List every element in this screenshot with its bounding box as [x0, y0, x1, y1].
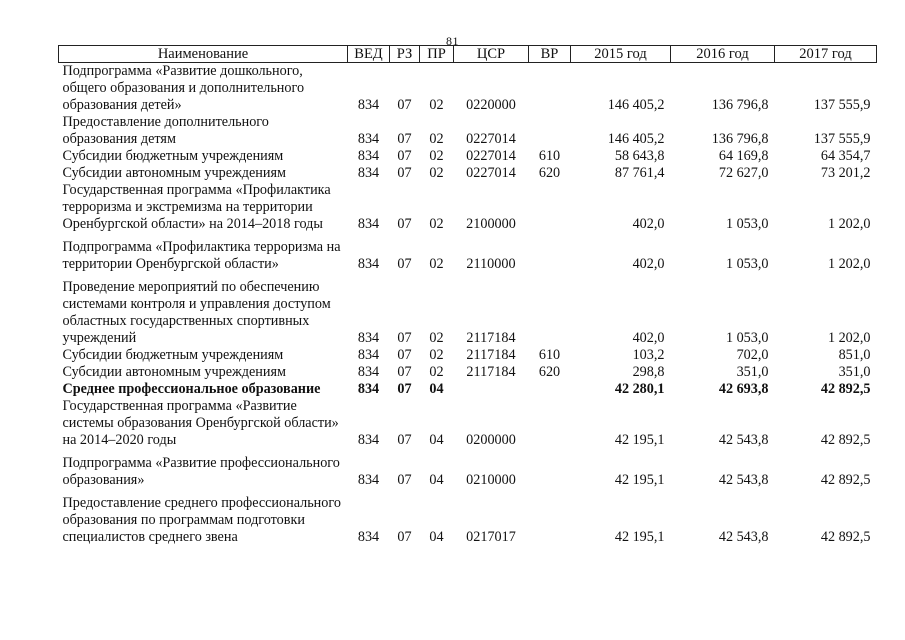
row-csr: 0227014	[466, 131, 516, 147]
row-2017: 42 892,5	[820, 529, 871, 545]
row-name: Среднее профессиональное образование	[62, 381, 321, 397]
header-vr: ВР	[529, 46, 571, 63]
row-rz: 07	[397, 216, 412, 232]
header-2017: 2017 год	[775, 46, 877, 63]
row-vr	[529, 182, 571, 233]
row-name: Государственная программа «Развитие системы образования Оренбургской области» на 2014–2020 годы	[62, 398, 339, 448]
table-row	[59, 489, 877, 546]
page-number: 81	[446, 34, 459, 48]
table-row	[59, 364, 877, 381]
row-name: Субсидии бюджетным учреждениям	[62, 347, 284, 363]
row-pr: 04	[429, 432, 444, 448]
row-ved: 834	[357, 381, 380, 397]
row-2015: 402,0	[632, 330, 665, 346]
row-rz: 07	[397, 148, 412, 164]
row-2017: 42 892,5	[820, 432, 871, 448]
row-2016: 1 053,0	[725, 216, 769, 232]
table-row	[59, 273, 877, 347]
row-vr	[529, 449, 571, 489]
row-2017: 1 202,0	[827, 216, 871, 232]
row-pr: 02	[429, 216, 444, 232]
row-2017: 351,0	[838, 364, 871, 380]
row-ved: 834	[357, 529, 380, 545]
row-ved: 834	[357, 432, 380, 448]
row-name: Субсидии бюджетным учреждениям	[62, 148, 284, 164]
row-csr: 2110000	[466, 256, 516, 272]
row-name: Предоставление среднего профессионального образования по программам подготовки специалистов среднего звена	[62, 495, 341, 545]
row-vr	[529, 489, 571, 546]
row-vr	[529, 63, 571, 115]
header-pr: ПР	[420, 46, 454, 63]
row-name: Проведение мероприятий по обеспечению системами контроля и управления доступом областных государственных спортивных учреждений	[62, 279, 331, 346]
row-2017: 64 354,7	[820, 148, 871, 164]
row-pr: 02	[429, 256, 444, 272]
row-2016: 42 543,8	[718, 432, 769, 448]
header-2016: 2016 год	[671, 46, 775, 63]
row-rz: 07	[397, 131, 412, 147]
row-pr: 02	[429, 131, 444, 147]
row-2016: 136 796,8	[711, 97, 769, 113]
row-rz: 07	[397, 347, 412, 363]
header-name: Наименование	[59, 46, 348, 63]
row-vr: 620	[538, 165, 561, 181]
row-pr: 02	[429, 97, 444, 113]
row-2015: 42 280,1	[614, 381, 665, 397]
row-csr: 0200000	[466, 432, 516, 448]
table-row	[59, 347, 877, 364]
row-2016: 1 053,0	[725, 330, 769, 346]
row-2017: 1 202,0	[827, 256, 871, 272]
row-csr: 0217017	[466, 529, 516, 545]
row-vr	[529, 114, 571, 148]
row-vr: 610	[538, 148, 561, 164]
row-vr	[529, 233, 571, 273]
row-ved: 834	[357, 256, 380, 272]
row-2016: 136 796,8	[711, 131, 769, 147]
row-ved: 834	[357, 131, 380, 147]
row-csr: 0210000	[466, 472, 516, 488]
table-row	[59, 148, 877, 165]
row-csr: 0220000	[466, 97, 516, 113]
row-name: Подпрограмма «Развитие дошкольного, общего образования и дополнительного образования детей»	[62, 63, 305, 113]
row-csr: 0227014	[466, 165, 516, 181]
row-rz: 07	[397, 256, 412, 272]
row-2016: 351,0	[736, 364, 769, 380]
row-2015: 87 761,4	[614, 165, 665, 181]
row-2017: 73 201,2	[820, 165, 871, 181]
row-rz: 07	[397, 472, 412, 488]
header-csr: ЦСР	[454, 46, 529, 63]
table-row	[59, 114, 877, 148]
row-ved: 834	[357, 472, 380, 488]
row-2016: 72 627,0	[718, 165, 769, 181]
row-csr: 2117184	[466, 347, 516, 363]
table-row	[59, 381, 877, 398]
row-csr: 2100000	[466, 216, 516, 232]
row-2017: 42 892,5	[820, 472, 871, 488]
row-rz: 07	[397, 432, 412, 448]
table-row	[59, 398, 877, 449]
row-ved: 834	[357, 216, 380, 232]
row-rz: 07	[397, 364, 412, 380]
table-row	[59, 449, 877, 489]
row-2015: 42 195,1	[614, 529, 665, 545]
table-row	[59, 182, 877, 233]
row-2017: 851,0	[838, 347, 871, 363]
row-pr: 02	[429, 165, 444, 181]
row-name: Государственная программа «Профилактика терроризма и экстремизма на территории Оренбургской области» на 2014–2018 годы	[62, 182, 331, 232]
row-2016: 1 053,0	[725, 256, 769, 272]
row-name: Субсидии автономным учреждениям	[62, 165, 286, 181]
row-2015: 146 405,2	[607, 97, 665, 113]
row-2015: 42 195,1	[614, 472, 665, 488]
header-rz: РЗ	[390, 46, 420, 63]
row-vr	[529, 381, 571, 398]
row-2016: 42 543,8	[718, 529, 769, 545]
row-pr: 02	[429, 364, 444, 380]
budget-table	[58, 45, 877, 546]
row-pr: 02	[429, 347, 444, 363]
row-2017: 137 555,9	[813, 97, 871, 113]
row-2016: 42 543,8	[718, 472, 769, 488]
row-csr	[454, 381, 529, 398]
row-rz: 07	[397, 97, 412, 113]
row-name: Подпрограмма «Профилактика терроризма на территории Оренбургской области»	[62, 239, 341, 272]
row-pr: 02	[429, 330, 444, 346]
row-vr: 610	[538, 347, 561, 363]
row-2017: 137 555,9	[813, 131, 871, 147]
table-header	[59, 46, 877, 63]
table-row	[59, 233, 877, 273]
row-ved: 834	[357, 364, 380, 380]
row-name: Предоставление дополнительного образования детям	[62, 114, 269, 147]
row-rz: 07	[397, 165, 412, 181]
row-2015: 402,0	[632, 256, 665, 272]
header-2015: 2015 год	[571, 46, 671, 63]
row-name: Подпрограмма «Развитие профессионального образования»	[62, 455, 340, 488]
row-2017: 42 892,5	[820, 381, 871, 397]
row-ved: 834	[357, 165, 380, 181]
row-2015: 42 195,1	[614, 432, 665, 448]
row-2017: 1 202,0	[827, 330, 871, 346]
row-csr: 2117184	[466, 364, 516, 380]
row-2015: 146 405,2	[607, 131, 665, 147]
row-pr: 04	[429, 529, 444, 545]
row-ved: 834	[357, 148, 380, 164]
row-2016: 64 169,8	[718, 148, 769, 164]
row-pr: 04	[429, 472, 444, 488]
row-ved: 834	[357, 97, 380, 113]
row-rz: 07	[397, 381, 412, 397]
table-row	[59, 165, 877, 182]
row-csr: 0227014	[466, 148, 516, 164]
row-vr: 620	[538, 364, 561, 380]
table-row	[59, 63, 877, 115]
row-ved: 834	[357, 347, 380, 363]
row-csr: 2117184	[466, 330, 516, 346]
row-2015: 402,0	[632, 216, 665, 232]
header-ved: ВЕД	[348, 46, 390, 63]
row-rz: 07	[397, 330, 412, 346]
row-pr: 04	[429, 381, 444, 397]
row-2015: 298,8	[632, 364, 665, 380]
row-2015: 103,2	[632, 347, 665, 363]
row-2016: 42 693,8	[718, 381, 769, 397]
row-vr	[529, 398, 571, 449]
row-pr: 02	[429, 148, 444, 164]
row-2016: 702,0	[736, 347, 769, 363]
row-vr	[529, 273, 571, 347]
row-2015: 58 643,8	[614, 148, 665, 164]
row-name: Субсидии автономным учреждениям	[62, 364, 286, 380]
row-rz: 07	[397, 529, 412, 545]
row-ved: 834	[357, 330, 380, 346]
